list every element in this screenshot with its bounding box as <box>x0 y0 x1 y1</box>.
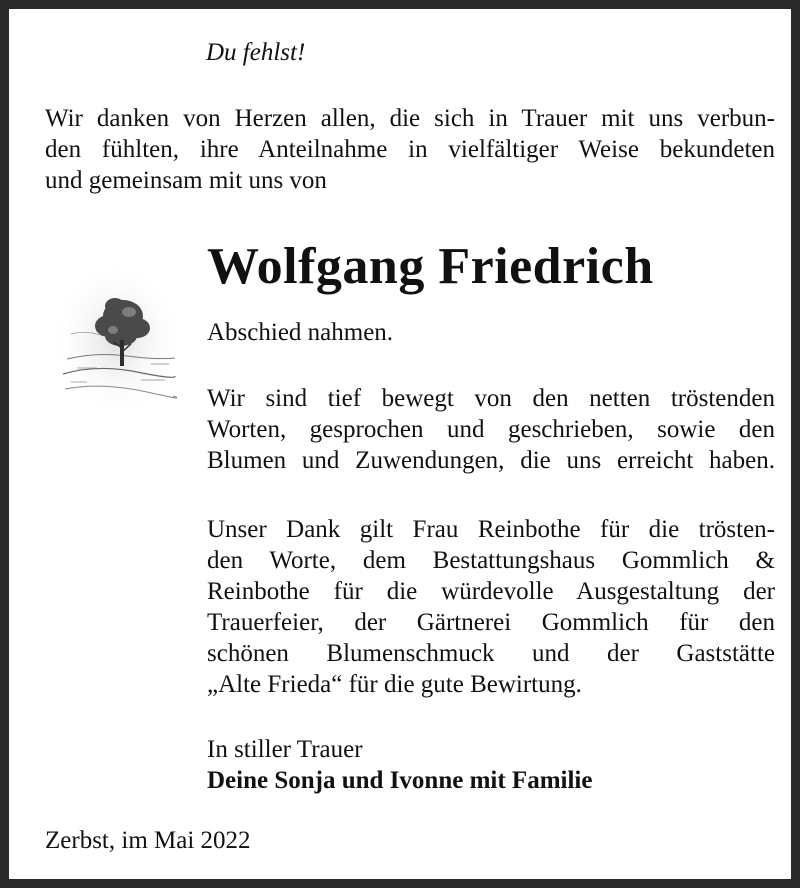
paragraph-line: Unser Dank gilt Frau Reinbothe für die trösten- <box>207 516 775 543</box>
signature: Deine Sonja und Ivonne mit Familie <box>207 767 593 794</box>
paragraph-line: Reinbothe für die würdevolle Ausgestaltung der <box>207 578 775 605</box>
paragraph-line: Trauerfeier, der Gärtnerei Gommlich für den <box>207 609 775 636</box>
motto: Du fehlst! <box>206 39 306 66</box>
deceased-name: Wolfgang Friedrich <box>207 238 654 295</box>
paragraph-line: Worten, gesprochen und geschrieben, sowie den <box>207 416 775 443</box>
paragraph-line: schönen Blumenschmuck und der Gaststätte <box>207 640 775 667</box>
paragraph-line: „Alte Frieda“ für die gute Bewirtung. <box>207 671 582 698</box>
closing-text: In stiller Trauer <box>207 736 363 763</box>
farewell-text: Abschied nahmen. <box>207 319 394 346</box>
intro-line: den fühlten, ihre Anteilnahme in vielfältiger Weise bekundeten <box>45 136 775 163</box>
intro-text <box>45 103 775 196</box>
tree-landscape-illustration <box>57 264 177 414</box>
place-date: Zerbst, im Mai 2022 <box>45 827 251 854</box>
paragraph-line: den Worte, dem Bestattungshaus Gommlich & <box>207 547 775 574</box>
intro-line: Wir danken von Herzen allen, die sich in Trauer mit uns verbun- <box>45 105 775 132</box>
paragraph-line: Wir sind tief bewegt von den netten tröstenden <box>207 385 775 412</box>
intro-line: und gemeinsam mit uns von <box>45 167 327 194</box>
closing-block <box>207 734 592 796</box>
thanks-paragraph-1 <box>207 383 775 476</box>
thanks-paragraph-2 <box>207 514 775 700</box>
paragraph-line: Blumen und Zuwendungen, die uns erreicht haben. <box>207 447 775 474</box>
